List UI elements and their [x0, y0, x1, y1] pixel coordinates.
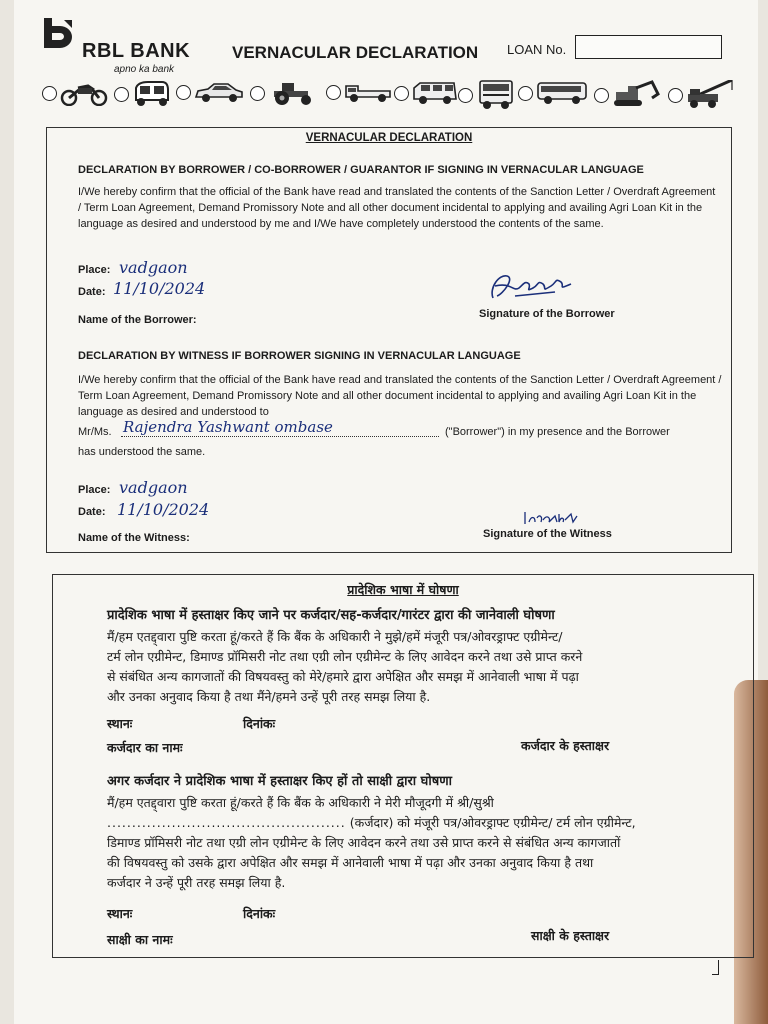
brand-tagline: apno ka bank: [114, 64, 175, 75]
hindi-witness-line-4: की विषयवस्तु को उसके द्वारा अपेक्षित और समझ में आनेवाली भाषा में पढ़ा और उनका अनुवाद किया है तथा: [107, 855, 594, 870]
hindi-witness-date-label: दिनांकः: [243, 906, 276, 921]
pickup-icon: [344, 80, 392, 104]
vehicle-option-motorcycle[interactable]: [42, 80, 108, 106]
hindi-witness-line-5: कर्जदार ने उन्हें पूरी तरह समझ लिया है.: [107, 875, 286, 890]
excavator-icon: [612, 80, 662, 110]
hindi-borrower-place-label: स्थानः: [107, 716, 133, 731]
hindi-borrower-heading: प्रादेशिक भाषा में हस्ताक्षर किए जाने पर कर्जदार/सह-कर्जदार/गारंटर द्वारा की जानेवाली घोषणा: [107, 608, 555, 623]
hindi-witness-name-blank[interactable]: ................................................: [107, 815, 346, 830]
witness-name-label: Name of the Witness:: [78, 532, 190, 544]
hindi-borrower-name-label: कर्जदार का नामः: [107, 740, 183, 755]
tractor-icon: [268, 80, 318, 106]
witness-declaration-body: I/We hereby confirm that the official of the Bank have read and translated the contents of the Sanction Letter / Overdraft Agreement / Term Loan Agreement, Demand Promissory Note and all other document incidental to applying and availing Agri Loan Kit in the language as desired and understood to: [78, 374, 722, 418]
borrower-place-label: Place:: [78, 264, 111, 276]
borrower-place-value[interactable]: vadgaon: [119, 258, 188, 277]
hindi-witness-body: [107, 793, 747, 893]
vehicle-option-pickup[interactable]: [326, 80, 392, 104]
vehicle-option-car[interactable]: [176, 80, 244, 104]
bus-icon: [536, 80, 588, 106]
borrower-declaration-heading: DECLARATION BY BORROWER / CO-BORROWER / GUARANTOR IF SIGNING IN VERNACULAR LANGUAGE: [78, 164, 644, 176]
vehicle-option-truck[interactable]: [458, 80, 516, 110]
witness-salutation: Mr/Ms.: [78, 426, 112, 438]
english-declaration-box: [46, 127, 732, 553]
witness-date-label: Date:: [78, 506, 106, 518]
vehicle-checkbox[interactable]: [326, 85, 341, 100]
loan-number-field[interactable]: [575, 35, 722, 59]
rbl-logo-mark-icon: [42, 18, 74, 54]
hindi-borrower-signature-label: कर्जदार के हस्ताक्षर: [521, 738, 610, 753]
car-icon: [194, 80, 244, 104]
vehicle-option-tractor[interactable]: [250, 80, 318, 106]
vehicle-checkbox[interactable]: [668, 88, 683, 103]
hindi-witness-name-label: साक्षी का नामः: [107, 932, 173, 947]
witness-declaration-body-3: has understood the same.: [78, 446, 206, 458]
hindi-witness-signature-label: साक्षी के हस्ताक्षर: [531, 928, 610, 943]
vehicle-checkbox[interactable]: [250, 86, 265, 101]
crane-icon: [686, 80, 738, 110]
vehicle-checkbox[interactable]: [518, 86, 533, 101]
witness-place-label: Place:: [78, 484, 111, 496]
page-corner-mark: [712, 960, 719, 975]
vehicle-checkbox[interactable]: [458, 88, 473, 103]
hindi-borrower-line-1: मैं/हम एतद्द्वारा पुष्टि करता हूं/करते हैं कि बैंक के अधिकारी ने मुझे/हमें मंजूरी पत्र/ओवरड्राफ्ट एग्रीमेन्ट/: [107, 629, 563, 644]
brand-name: RBL BANK: [82, 40, 191, 62]
borrower-signature-label: Signature of the Borrower: [479, 308, 615, 320]
hindi-borrower-date-label: दिनांकः: [243, 716, 276, 731]
witness-declaration-heading: DECLARATION BY WITNESS IF BORROWER SIGNING IN VERNACULAR LANGUAGE: [78, 350, 521, 362]
hindi-witness-line-2: ................................................ (कर्जदार) को मंजूरी पत्र/ओवरड्राफ्ट एग्रीमेन्ट/ टर्म लोन एग्रीमेन्ट,: [107, 815, 636, 830]
loan-number-label: LOAN No.: [507, 42, 567, 57]
hindi-witness-heading: अगर कर्जदार ने प्रादेशिक भाषा में हस्ताक्षर किए हों तो साक्षी द्वारा घोषणा: [107, 774, 452, 789]
vehicle-type-options: [42, 80, 742, 112]
vehicle-option-bus[interactable]: [518, 80, 588, 106]
hindi-borrower-line-3: से संबंधित अन्य कागजातों की विषयवस्तु को मेरे/हमारे द्वारा अपेक्षित और समझ में आनेवाली भाषा में पढ़ा: [107, 669, 579, 684]
vehicle-checkbox[interactable]: [42, 86, 57, 101]
witness-signature[interactable]: [521, 508, 581, 528]
hindi-declaration-box: [52, 574, 754, 958]
hindi-witness-line-1: मैं/हम एतद्द्वारा पुष्टि करता हूं/करते हैं कि बैंक के अधिकारी ने मेरी मौजूदगी में श्री/सुश्री: [107, 795, 494, 810]
english-box-title: VERNACULAR DECLARATION: [305, 132, 473, 144]
truck-icon: [476, 80, 516, 110]
hindi-box-title: प्रादेशिक भाषा में घोषणा: [347, 582, 459, 597]
witness-date-value[interactable]: 11/10/2024: [117, 500, 210, 519]
witness-declaration-body-2: ("Borrower") in my presence and the Borrower: [445, 426, 670, 438]
vehicle-option-van[interactable]: [394, 80, 458, 106]
vehicle-checkbox[interactable]: [114, 87, 129, 102]
auto-rickshaw-icon: [132, 80, 172, 108]
vehicle-option-excavator[interactable]: [594, 80, 662, 110]
hindi-borrower-line-4: और उनका अनुवाद किया है तथा मैंने/हमने उन्हें पूरी तरह समझ लिया है.: [107, 689, 431, 704]
motorcycle-icon: [60, 80, 108, 106]
witness-signature-label: Signature of the Witness: [483, 528, 612, 540]
hindi-borrower-body: [107, 627, 747, 707]
vehicle-checkbox[interactable]: [394, 86, 409, 101]
borrower-name-label: Name of the Borrower:: [78, 314, 197, 326]
hindi-witness-line-3: डिमाण्ड प्रॉमिसरी नोट तथा एग्री लोन एग्रीमेन्ट के लिए आवेदन करने तथा उसे प्राप्त करने से संबंधित अन्य कागजातों: [107, 835, 621, 850]
borrower-declaration-body: I/We hereby confirm that the official of the Bank have read and translated the contents of the Sanction Letter / Overdraft Agreement / Term Loan Agreement, Demand Promissory Note and all other document incidental to applying and availing Agri Loan Kit in the language as desired and understood by me and I/We have completely understood the contents of the same.: [78, 186, 716, 230]
witness-borrower-name[interactable]: Rajendra Yashwant ombase: [123, 418, 333, 436]
witness-place-value[interactable]: vadgaon: [119, 478, 188, 497]
vehicle-option-crane[interactable]: [668, 80, 738, 110]
vehicle-option-auto-rickshaw[interactable]: [114, 80, 172, 108]
borrower-signature[interactable]: [485, 268, 585, 308]
hindi-borrower-line-2: टर्म लोन एग्रीमेन्ट, डिमाण्ड प्रॉमिसरी नोट तथा एग्री लोन एग्रीमेन्ट के लिए आवेदन करने तथा उसे प्राप्त करने: [107, 649, 583, 664]
van-icon: [412, 80, 458, 106]
borrower-date-value[interactable]: 11/10/2024: [113, 279, 206, 298]
vehicle-checkbox[interactable]: [594, 88, 609, 103]
vehicle-checkbox[interactable]: [176, 85, 191, 100]
borrower-name-underline: [121, 436, 439, 437]
hindi-witness-place-label: स्थानः: [107, 906, 133, 921]
header-title: VERNACULAR DECLARATION: [232, 43, 479, 62]
borrower-date-label: Date:: [78, 286, 106, 298]
